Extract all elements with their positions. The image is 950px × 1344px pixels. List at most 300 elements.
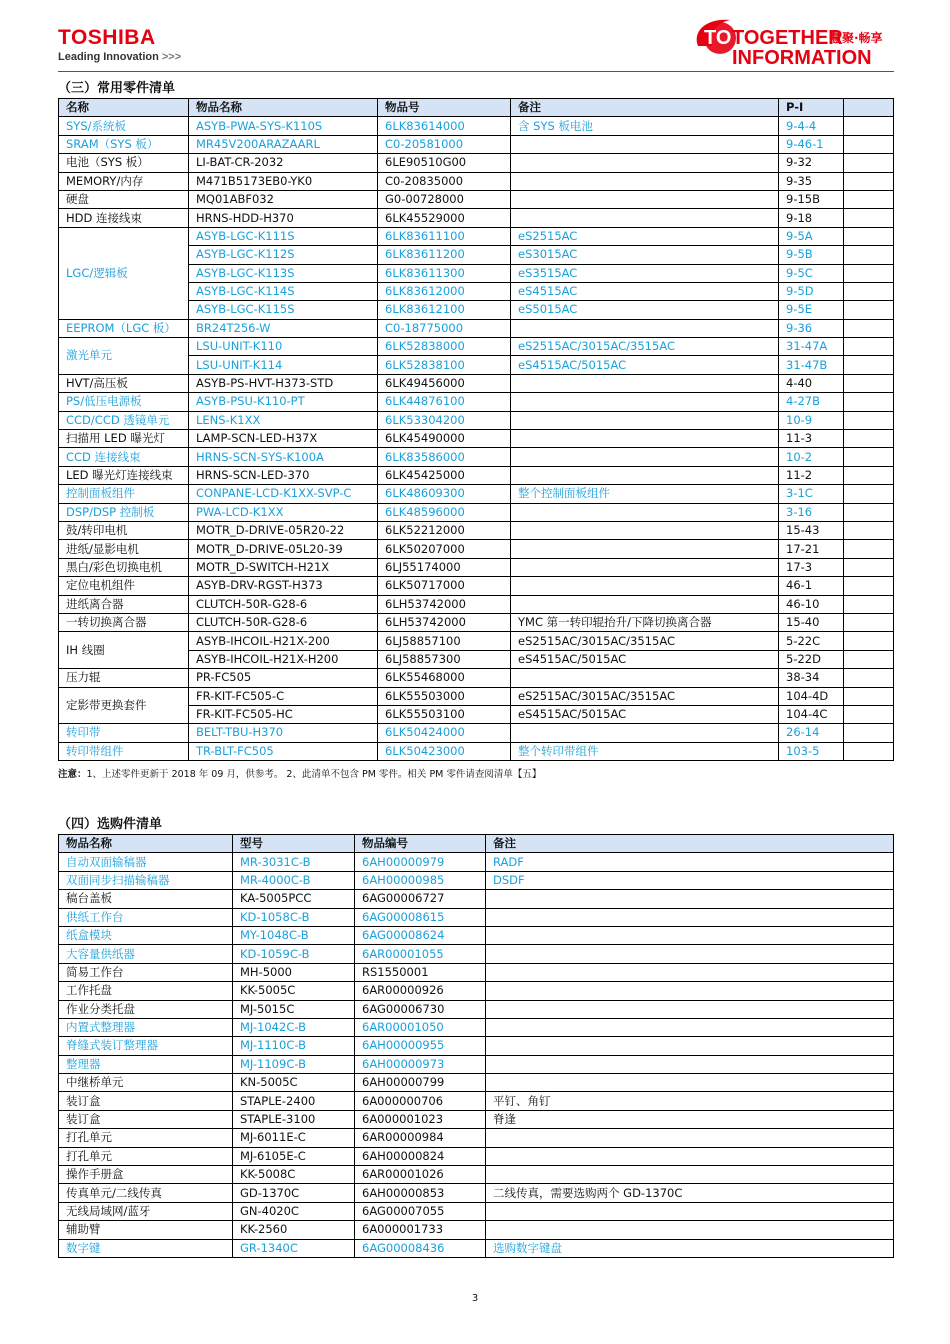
extra-cell xyxy=(844,301,894,319)
item-name-cell: MR45V200ARAZAARL xyxy=(189,135,378,153)
col-item-name: 物品名称 xyxy=(189,99,378,117)
item-name-cell: 工作托盘 xyxy=(59,982,233,1000)
part-name-cell: 硬盘 xyxy=(59,190,189,208)
table-row xyxy=(59,945,894,963)
part-name-cell: 鼓/转印电机 xyxy=(59,521,189,539)
item-name-cell: CONPANE-LCD-K1XX-SVP-C xyxy=(189,485,378,503)
item-name-cell: LAMP-SCN-LED-H37X xyxy=(189,430,378,448)
item-no-cell: 6LK45490000 xyxy=(378,430,511,448)
note-cell xyxy=(511,190,779,208)
extra-cell xyxy=(844,374,894,392)
model-cell: MJ-5015C xyxy=(233,1000,355,1018)
item-name-cell: 装订盒 xyxy=(59,1110,233,1128)
pi-cell: 5-22D xyxy=(779,650,844,668)
model-cell: KK-5008C xyxy=(233,1166,355,1184)
pi-cell: 38-34 xyxy=(779,669,844,687)
note-cell: eS4515AC xyxy=(511,282,779,300)
item-no-cell: 6LK55468000 xyxy=(378,669,511,687)
item-no-cell: 6AH00000853 xyxy=(355,1184,486,1202)
pi-cell: 10-9 xyxy=(779,411,844,429)
table-row xyxy=(59,411,894,429)
item-no-cell: 6LK83586000 xyxy=(378,448,511,466)
item-no-cell: 6LK52838100 xyxy=(378,356,511,374)
item-name-cell: CLUTCH-50R-G28-6 xyxy=(189,595,378,613)
item-name-cell: 自动双面输稿器 xyxy=(59,853,233,871)
table-header-row xyxy=(59,835,894,853)
extra-cell xyxy=(844,338,894,356)
pi-cell: 9-36 xyxy=(779,319,844,337)
model-cell: GN-4020C xyxy=(233,1202,355,1220)
note-cell xyxy=(486,1055,894,1073)
note-cell xyxy=(511,577,779,595)
item-no-cell: G0-00728000 xyxy=(378,190,511,208)
item-no-cell: 6AH00000985 xyxy=(355,871,486,889)
item-no-cell: 6AG00006727 xyxy=(355,890,486,908)
part-name-cell: 进纸离合器 xyxy=(59,595,189,613)
table-row xyxy=(59,871,894,889)
item-no-cell: 6LK45529000 xyxy=(378,209,511,227)
table-row xyxy=(59,338,894,356)
col-model: 型号 xyxy=(233,835,355,853)
note-cell xyxy=(486,982,894,1000)
note-cell xyxy=(486,1221,894,1239)
note-cell: eS4515AC/5015AC xyxy=(511,650,779,668)
item-no-cell: 6AG00008436 xyxy=(355,1239,486,1257)
item-name-cell: 纸盒模块 xyxy=(59,926,233,944)
table-row xyxy=(59,190,894,208)
col-item-name: 物品名称 xyxy=(59,835,233,853)
pi-cell: 9-5E xyxy=(779,301,844,319)
col-note: 备注 xyxy=(511,99,779,117)
item-no-cell: 6LK53304200 xyxy=(378,411,511,429)
item-no-cell: 6AR00000926 xyxy=(355,982,486,1000)
pi-cell: 31-47B xyxy=(779,356,844,374)
model-cell: GR-1340C xyxy=(233,1239,355,1257)
pi-cell: 9-4-4 xyxy=(779,117,844,135)
item-no-cell: 6LJ55174000 xyxy=(378,558,511,576)
model-cell: MJ-1042C-B xyxy=(233,1018,355,1036)
note-cell xyxy=(511,448,779,466)
item-name-cell: ASYB-IHCOIL-H21X-H200 xyxy=(189,650,378,668)
table-row xyxy=(59,319,894,337)
item-name-cell: PWA-LCD-K1XX xyxy=(189,503,378,521)
table-row xyxy=(59,1239,894,1257)
item-name-cell: LSU-UNIT-K110 xyxy=(189,338,378,356)
extra-cell xyxy=(844,540,894,558)
table-header-row xyxy=(59,99,894,117)
options-table xyxy=(58,834,894,1258)
extra-cell xyxy=(844,632,894,650)
extra-cell xyxy=(844,558,894,576)
item-name-cell: ASYB-DRV-RGST-H373 xyxy=(189,577,378,595)
item-no-cell: 6AG00006730 xyxy=(355,1000,486,1018)
extra-cell xyxy=(844,448,894,466)
extra-cell xyxy=(844,669,894,687)
extra-cell xyxy=(844,430,894,448)
item-no-cell: 6AR00001050 xyxy=(355,1018,486,1036)
item-name-cell: LI-BAT-CR-2032 xyxy=(189,154,378,172)
note-cell xyxy=(511,558,779,576)
extra-cell xyxy=(844,282,894,300)
pi-cell: 9-18 xyxy=(779,209,844,227)
item-no-cell: 6LK44876100 xyxy=(378,393,511,411)
section4-title: （四）选购件清单 xyxy=(58,817,163,832)
part-name-cell: 激光单元 xyxy=(59,338,189,375)
item-name-cell: BR24T256-W xyxy=(189,319,378,337)
part-name-cell: 控制面板组件 xyxy=(59,485,189,503)
table-row xyxy=(59,595,894,613)
extra-cell xyxy=(844,172,894,190)
note-cell: 整个转印带组件 xyxy=(511,742,779,760)
part-name-cell: LED 曝光灯连接线束 xyxy=(59,466,189,484)
table-row xyxy=(59,669,894,687)
item-no-cell: 6LH53742000 xyxy=(378,595,511,613)
table-row xyxy=(59,1202,894,1220)
model-cell: KD-1058C-B xyxy=(233,908,355,926)
col-pi: P-I xyxy=(779,99,844,117)
item-name-cell: ASYB-PS-HVT-H373-STD xyxy=(189,374,378,392)
svg-text:慧聚·畅享: 慧聚·畅享 xyxy=(830,31,883,45)
extra-cell xyxy=(844,319,894,337)
item-no-cell: 6AH00000799 xyxy=(355,1074,486,1092)
item-name-cell: ASYB-IHCOIL-H21X-200 xyxy=(189,632,378,650)
item-name-cell: LSU-UNIT-K114 xyxy=(189,356,378,374)
model-cell: KK-2560 xyxy=(233,1221,355,1239)
note-cell xyxy=(486,926,894,944)
table-row xyxy=(59,209,894,227)
table-row xyxy=(59,1018,894,1036)
item-name-cell: ASYB-LGC-K111S xyxy=(189,227,378,245)
item-name-cell: 打孔单元 xyxy=(59,1147,233,1165)
item-no-cell: 6AH00000955 xyxy=(355,1037,486,1055)
pi-cell: 104-4D xyxy=(779,687,844,705)
item-name-cell: 脊缝式装订整理器 xyxy=(59,1037,233,1055)
model-cell: KA-5005PCC xyxy=(233,890,355,908)
extra-cell xyxy=(844,485,894,503)
pi-cell: 9-5D xyxy=(779,282,844,300)
note-cell: eS2515AC/3015AC/3515AC xyxy=(511,632,779,650)
note-cell: 二线传真，需要选购两个 GD-1370C xyxy=(486,1184,894,1202)
pi-cell: 9-46-1 xyxy=(779,135,844,153)
extra-cell xyxy=(844,190,894,208)
table-row xyxy=(59,540,894,558)
item-no-cell: 6AH00000824 xyxy=(355,1147,486,1165)
table-row xyxy=(59,577,894,595)
model-cell: STAPLE-2400 xyxy=(233,1092,355,1110)
table-row xyxy=(59,172,894,190)
pi-cell: 46-1 xyxy=(779,577,844,595)
part-name-cell: HVT/高压板 xyxy=(59,374,189,392)
model-cell: MJ-1110C-B xyxy=(233,1037,355,1055)
together-information-logo xyxy=(690,16,895,70)
table-row xyxy=(59,1074,894,1092)
item-name-cell: ASYB-LGC-K112S xyxy=(189,246,378,264)
table-row xyxy=(59,687,894,705)
pi-cell: 104-4C xyxy=(779,705,844,723)
note-cell: 含 SYS 板电池 xyxy=(511,117,779,135)
pi-cell: 9-5A xyxy=(779,227,844,245)
table-row xyxy=(59,430,894,448)
item-no-cell: 6AH00000979 xyxy=(355,853,486,871)
note-cell xyxy=(486,1166,894,1184)
item-no-cell: 6LK55503100 xyxy=(378,705,511,723)
item-no-cell: 6AR00001026 xyxy=(355,1166,486,1184)
extra-cell xyxy=(844,117,894,135)
part-name-cell: 压力辊 xyxy=(59,669,189,687)
item-name-cell: 整理器 xyxy=(59,1055,233,1073)
model-cell: GD-1370C xyxy=(233,1184,355,1202)
item-no-cell: 6LH53742000 xyxy=(378,613,511,631)
part-name-cell: IH 线圈 xyxy=(59,632,189,669)
note-cell xyxy=(511,209,779,227)
item-no-cell: 6A000000706 xyxy=(355,1092,486,1110)
pi-cell: 31-47A xyxy=(779,338,844,356)
common-parts-table xyxy=(58,98,894,761)
extra-cell xyxy=(844,503,894,521)
table-row xyxy=(59,908,894,926)
item-no-cell: 6AH00000973 xyxy=(355,1055,486,1073)
extra-cell xyxy=(844,246,894,264)
note-cell: eS2515AC/3015AC/3515AC xyxy=(511,338,779,356)
model-cell: KD-1059C-B xyxy=(233,945,355,963)
table-row xyxy=(59,1092,894,1110)
table-row xyxy=(59,117,894,135)
item-no-cell: 6LK48596000 xyxy=(378,503,511,521)
item-no-cell: 6LK50424000 xyxy=(378,724,511,742)
table-row xyxy=(59,613,894,631)
table-row xyxy=(59,632,894,650)
pi-cell: 9-5B xyxy=(779,246,844,264)
part-name-cell: DSP/DSP 控制板 xyxy=(59,503,189,521)
item-no-cell: 6LK50207000 xyxy=(378,540,511,558)
table-row xyxy=(59,724,894,742)
item-name-cell: BELT-TBU-H370 xyxy=(189,724,378,742)
note-cell: eS4515AC/5015AC xyxy=(511,356,779,374)
table-row xyxy=(59,1184,894,1202)
extra-cell xyxy=(844,393,894,411)
note-cell xyxy=(511,724,779,742)
item-no-cell: 6LK48609300 xyxy=(378,485,511,503)
pi-cell: 9-32 xyxy=(779,154,844,172)
pi-cell: 3-1C xyxy=(779,485,844,503)
item-name-cell: MOTR_D-SWITCH-H21X xyxy=(189,558,378,576)
col-name: 名称 xyxy=(59,99,189,117)
table-row xyxy=(59,521,894,539)
model-cell: KN-5005C xyxy=(233,1074,355,1092)
model-cell: STAPLE-3100 xyxy=(233,1110,355,1128)
table-row xyxy=(59,963,894,981)
part-name-cell: EEPROM（LGC 板） xyxy=(59,319,189,337)
item-name-cell: M471B5173EB0-YK0 xyxy=(189,172,378,190)
note-cell: 整个控制面板组件 xyxy=(511,485,779,503)
extra-cell xyxy=(844,154,894,172)
part-name-cell: 一转切换离合器 xyxy=(59,613,189,631)
item-name-cell: MOTR_D-DRIVE-05L20-39 xyxy=(189,540,378,558)
item-no-cell: RS1550001 xyxy=(355,963,486,981)
pi-cell: 9-15B xyxy=(779,190,844,208)
model-cell: MY-1048C-B xyxy=(233,926,355,944)
item-no-cell: 6LK83612000 xyxy=(378,282,511,300)
item-name-cell: FR-KIT-FC505-HC xyxy=(189,705,378,723)
item-no-cell: 6LK83611200 xyxy=(378,246,511,264)
item-name-cell: TR-BLT-FC505 xyxy=(189,742,378,760)
pi-cell: 15-40 xyxy=(779,613,844,631)
pi-cell: 3-16 xyxy=(779,503,844,521)
item-no-cell: 6AG00008624 xyxy=(355,926,486,944)
note-cell: eS2515AC xyxy=(511,227,779,245)
table-row xyxy=(59,503,894,521)
note-cell xyxy=(486,890,894,908)
pi-cell: 4-27B xyxy=(779,393,844,411)
item-name-cell: 数字键 xyxy=(59,1239,233,1257)
part-name-cell: SRAM（SYS 板） xyxy=(59,135,189,153)
note-cell xyxy=(511,466,779,484)
model-cell: MJ-6011E-C xyxy=(233,1129,355,1147)
item-name-cell: 传真单元/二线传真 xyxy=(59,1184,233,1202)
note-cell xyxy=(486,1018,894,1036)
part-name-cell: 转印带组件 xyxy=(59,742,189,760)
note: 注意：1、上述零件更新于 2018 年 09 月，供参考。 2、此清单不包含 PM 零件。相关 PM 零件请查阅清单【五】 xyxy=(58,769,542,780)
extra-cell xyxy=(844,742,894,760)
extra-cell xyxy=(844,135,894,153)
note-cell xyxy=(511,319,779,337)
note-cell xyxy=(486,908,894,926)
table-row xyxy=(59,853,894,871)
table-row xyxy=(59,1166,894,1184)
item-no-cell: 6AG00008615 xyxy=(355,908,486,926)
part-name-cell: HDD 连接线束 xyxy=(59,209,189,227)
item-no-cell: 6LK52838000 xyxy=(378,338,511,356)
pi-cell: 15-43 xyxy=(779,521,844,539)
note-cell: eS2515AC/3015AC/3515AC xyxy=(511,687,779,705)
extra-cell xyxy=(844,411,894,429)
note-cell xyxy=(486,1074,894,1092)
part-name-cell: LGC/逻辑板 xyxy=(59,227,189,319)
table-row xyxy=(59,558,894,576)
table-row xyxy=(59,1000,894,1018)
part-name-cell: 转印带 xyxy=(59,724,189,742)
note-cell xyxy=(511,374,779,392)
note-cell xyxy=(511,669,779,687)
pi-cell: 10-2 xyxy=(779,448,844,466)
extra-cell xyxy=(844,209,894,227)
note-cell xyxy=(511,411,779,429)
svg-text:INFORMATION: INFORMATION xyxy=(732,47,872,69)
part-name-cell: 定位电机组件 xyxy=(59,577,189,595)
part-name-cell: SYS/系统板 xyxy=(59,117,189,135)
note-cell xyxy=(511,135,779,153)
note-cell xyxy=(486,1037,894,1055)
note-cell: eS3015AC xyxy=(511,246,779,264)
col-note: 备注 xyxy=(486,835,894,853)
note-cell xyxy=(511,172,779,190)
pi-cell: 103-5 xyxy=(779,742,844,760)
item-name-cell: CLUTCH-50R-G28-6 xyxy=(189,613,378,631)
item-no-cell: 6LJ58857300 xyxy=(378,650,511,668)
svg-text:TO: TO xyxy=(704,27,732,49)
item-name-cell: 中继桥单元 xyxy=(59,1074,233,1092)
part-name-cell: PS/低压电源板 xyxy=(59,393,189,411)
item-no-cell: 6LK45425000 xyxy=(378,466,511,484)
part-name-cell: 定影带更换套件 xyxy=(59,687,189,724)
extra-cell xyxy=(844,521,894,539)
table-row xyxy=(59,1037,894,1055)
pi-cell: 11-3 xyxy=(779,430,844,448)
page-header xyxy=(0,0,950,75)
extra-cell xyxy=(844,705,894,723)
item-name-cell: ASYB-LGC-K114S xyxy=(189,282,378,300)
note-cell xyxy=(486,1000,894,1018)
item-name-cell: FR-KIT-FC505-C xyxy=(189,687,378,705)
table-row xyxy=(59,448,894,466)
header-divider xyxy=(58,71,894,72)
note-cell xyxy=(511,503,779,521)
table-row xyxy=(59,227,894,245)
item-name-cell: HRNS-SCN-SYS-K100A xyxy=(189,448,378,466)
item-no-cell: 6AR00001055 xyxy=(355,945,486,963)
table-row xyxy=(59,374,894,392)
note-cell xyxy=(511,540,779,558)
part-name-cell: 进纸/显影电机 xyxy=(59,540,189,558)
item-name-cell: 大容量供纸器 xyxy=(59,945,233,963)
table-row xyxy=(59,1110,894,1128)
note-cell xyxy=(511,521,779,539)
model-cell: MR-4000C-B xyxy=(233,871,355,889)
item-name-cell: 供纸工作台 xyxy=(59,908,233,926)
table-row xyxy=(59,1055,894,1073)
note-cell: eS5015AC xyxy=(511,301,779,319)
item-name-cell: 内置式整理器 xyxy=(59,1018,233,1036)
part-name-cell: MEMORY/内存 xyxy=(59,172,189,190)
page-number: 3 xyxy=(471,1293,479,1304)
item-name-cell: MQ01ABF032 xyxy=(189,190,378,208)
pi-cell: 26-14 xyxy=(779,724,844,742)
item-no-cell: 6LK49456000 xyxy=(378,374,511,392)
item-name-cell: 辅助臂 xyxy=(59,1221,233,1239)
tagline: Leading Innovation >>> xyxy=(58,51,182,63)
pi-cell: 17-21 xyxy=(779,540,844,558)
extra-cell xyxy=(844,595,894,613)
pi-cell: 9-5C xyxy=(779,264,844,282)
pi-cell: 4-40 xyxy=(779,374,844,392)
note-cell: 选购数字键盘 xyxy=(486,1239,894,1257)
part-name-cell: 扫描用 LED 曝光灯 xyxy=(59,430,189,448)
table-row xyxy=(59,890,894,908)
extra-cell xyxy=(844,356,894,374)
note-cell: eS4515AC/5015AC xyxy=(511,705,779,723)
item-no-cell: 6A000001023 xyxy=(355,1110,486,1128)
pi-cell: 9-35 xyxy=(779,172,844,190)
note-cell xyxy=(486,1129,894,1147)
item-name-cell: 作业分类托盘 xyxy=(59,1000,233,1018)
col-item-no: 物品号 xyxy=(378,99,511,117)
note-cell xyxy=(511,393,779,411)
note-cell: eS3515AC xyxy=(511,264,779,282)
item-name-cell: 稿台盖板 xyxy=(59,890,233,908)
item-no-cell: 6LE90510G00 xyxy=(378,154,511,172)
item-no-cell: 6LK52212000 xyxy=(378,521,511,539)
col-extra xyxy=(844,99,894,117)
item-name-cell: HRNS-SCN-LED-370 xyxy=(189,466,378,484)
item-no-cell: 6LK83614000 xyxy=(378,117,511,135)
note-cell xyxy=(511,595,779,613)
extra-cell xyxy=(844,227,894,245)
item-no-cell: 6LK50717000 xyxy=(378,577,511,595)
extra-cell xyxy=(844,650,894,668)
item-name-cell: 操作手册盒 xyxy=(59,1166,233,1184)
item-no-cell: C0-20581000 xyxy=(378,135,511,153)
item-no-cell: 6A000001733 xyxy=(355,1221,486,1239)
